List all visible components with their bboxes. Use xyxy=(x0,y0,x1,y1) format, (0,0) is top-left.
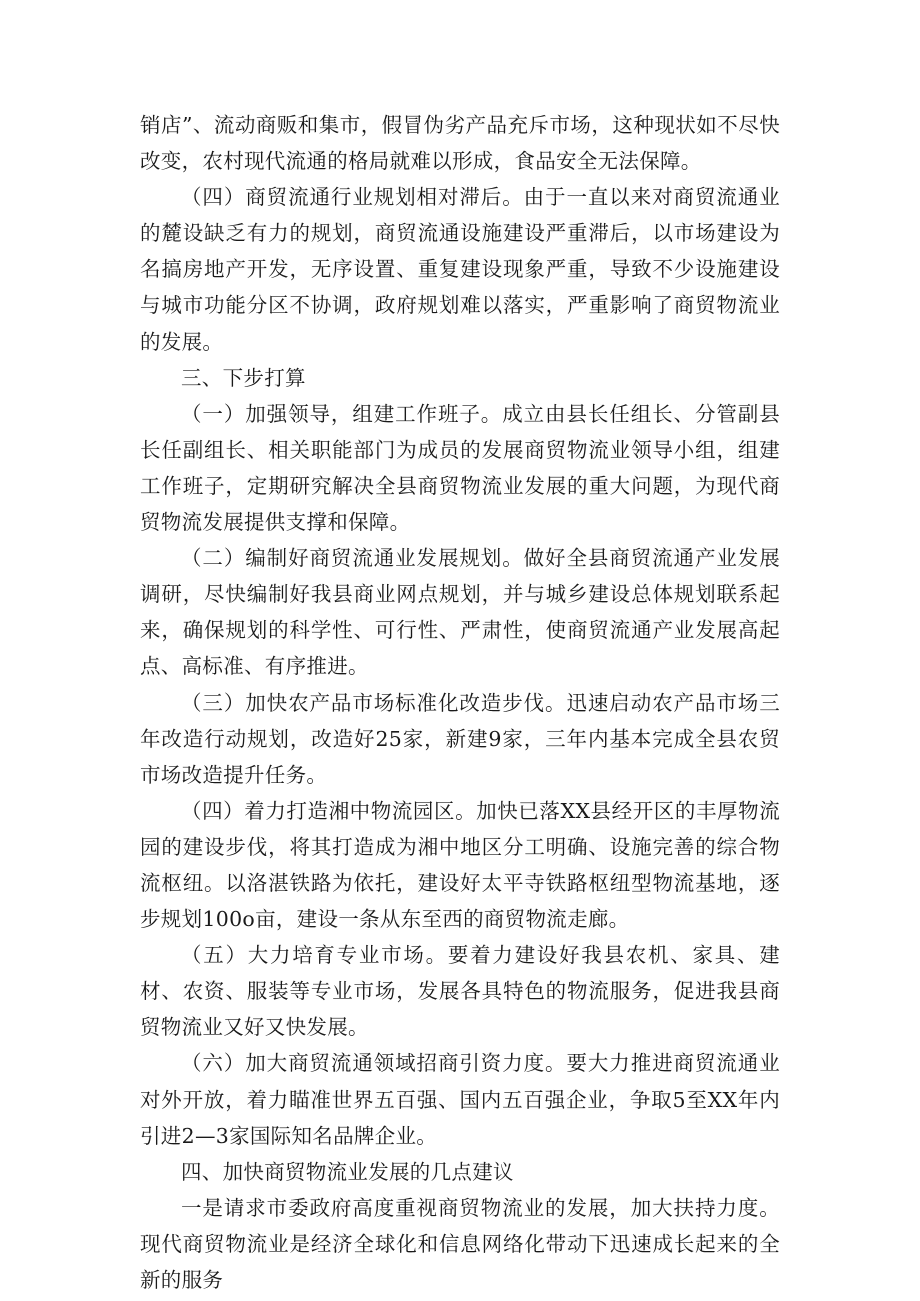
section-heading-suggestions: 四、加快商贸物流业发展的几点建议 xyxy=(181,1159,514,1184)
paragraph-market-upgrade: （三）加快农产品市场标准化改造步伐。迅速启动农产品市场三年改造行动规划，改造好25家，新建9家，三年内基本完成全县农贸市场改造提升任务。 xyxy=(140,690,780,787)
paragraph-leadership: （一）加强领导，组建工作班子。成立由县长任组长、分管副县长任副组长、相关职能部门为成员的发展商贸物流业领导小组，组建工作班子，定期研究解决全县商贸物流业发展的重大问题，为现代商贸物流发展提供支撑和保障。 xyxy=(140,401,780,535)
paragraph-planning-lag: （四）商贸流通行业规划相对滞后。由于一直以来对商贸流通业的麓设缺乏有力的规划，商贸流通设施建设严重滞后，以市场建设为名搞房地产开发，无序设置、重复建设现象严重，导致不少设施建设与城市功能分区不协调，政府规划难以落实，严重影响了商贸物流业的发展。 xyxy=(140,185,780,354)
paragraph-suggestion-one: 一是请求市委政府高度重视商贸物流业的发展，加大扶持力度。现代商贸物流业是经济全球化和信息网络化带动下迅速成长起来的全新的服务 xyxy=(140,1195,780,1292)
document-body xyxy=(140,107,780,1298)
paragraph-logistics-park: （四）着力打造湘中物流园区。加快已落XX县经开区的丰厚物流园的建设步伐，将其打造成为湘中地区分工明确、设施完善的综合物流枢纽。以洛湛铁路为依托，建设好太平寺铁路枢纽型物流基地，逐步规划100o亩，建设一条从东至西的商贸物流走廊。 xyxy=(140,798,780,932)
paragraph-investment: （六）加大商贸流通领域招商引资力度。要大力推进商贸流通业对外开放，着力瞄准世界五百强、国内五百强企业，争取5至XX年内引进2—3家国际知名品牌企业。 xyxy=(140,1051,780,1148)
paragraph-continuation: 销店”、流动商贩和集市，假冒伪劣产品充斥市场，这种现状如不尽快改变，农村现代流通的格局就难以形成，食品安全无法保障。 xyxy=(140,113,780,174)
section-heading-next-steps: 三、下步打算 xyxy=(181,365,306,390)
paragraph-development-plan: （二）编制好商贸流通业发展规划。做好全县商贸流通产业发展调研，尽快编制好我县商业网点规划，并与城乡建设总体规划联系起来，确保规划的科学性、可行性、严肃性，使商贸流通产业发展高起点、高标准、有序推进。 xyxy=(140,546,780,679)
paragraph-specialty-markets: （五）大力培育专业市场。要着力建设好我县农机、家具、建材、农资、服装等专业市场，发展各具特色的物流服务，促进我县商贸物流业又好又快发展。 xyxy=(140,943,780,1040)
